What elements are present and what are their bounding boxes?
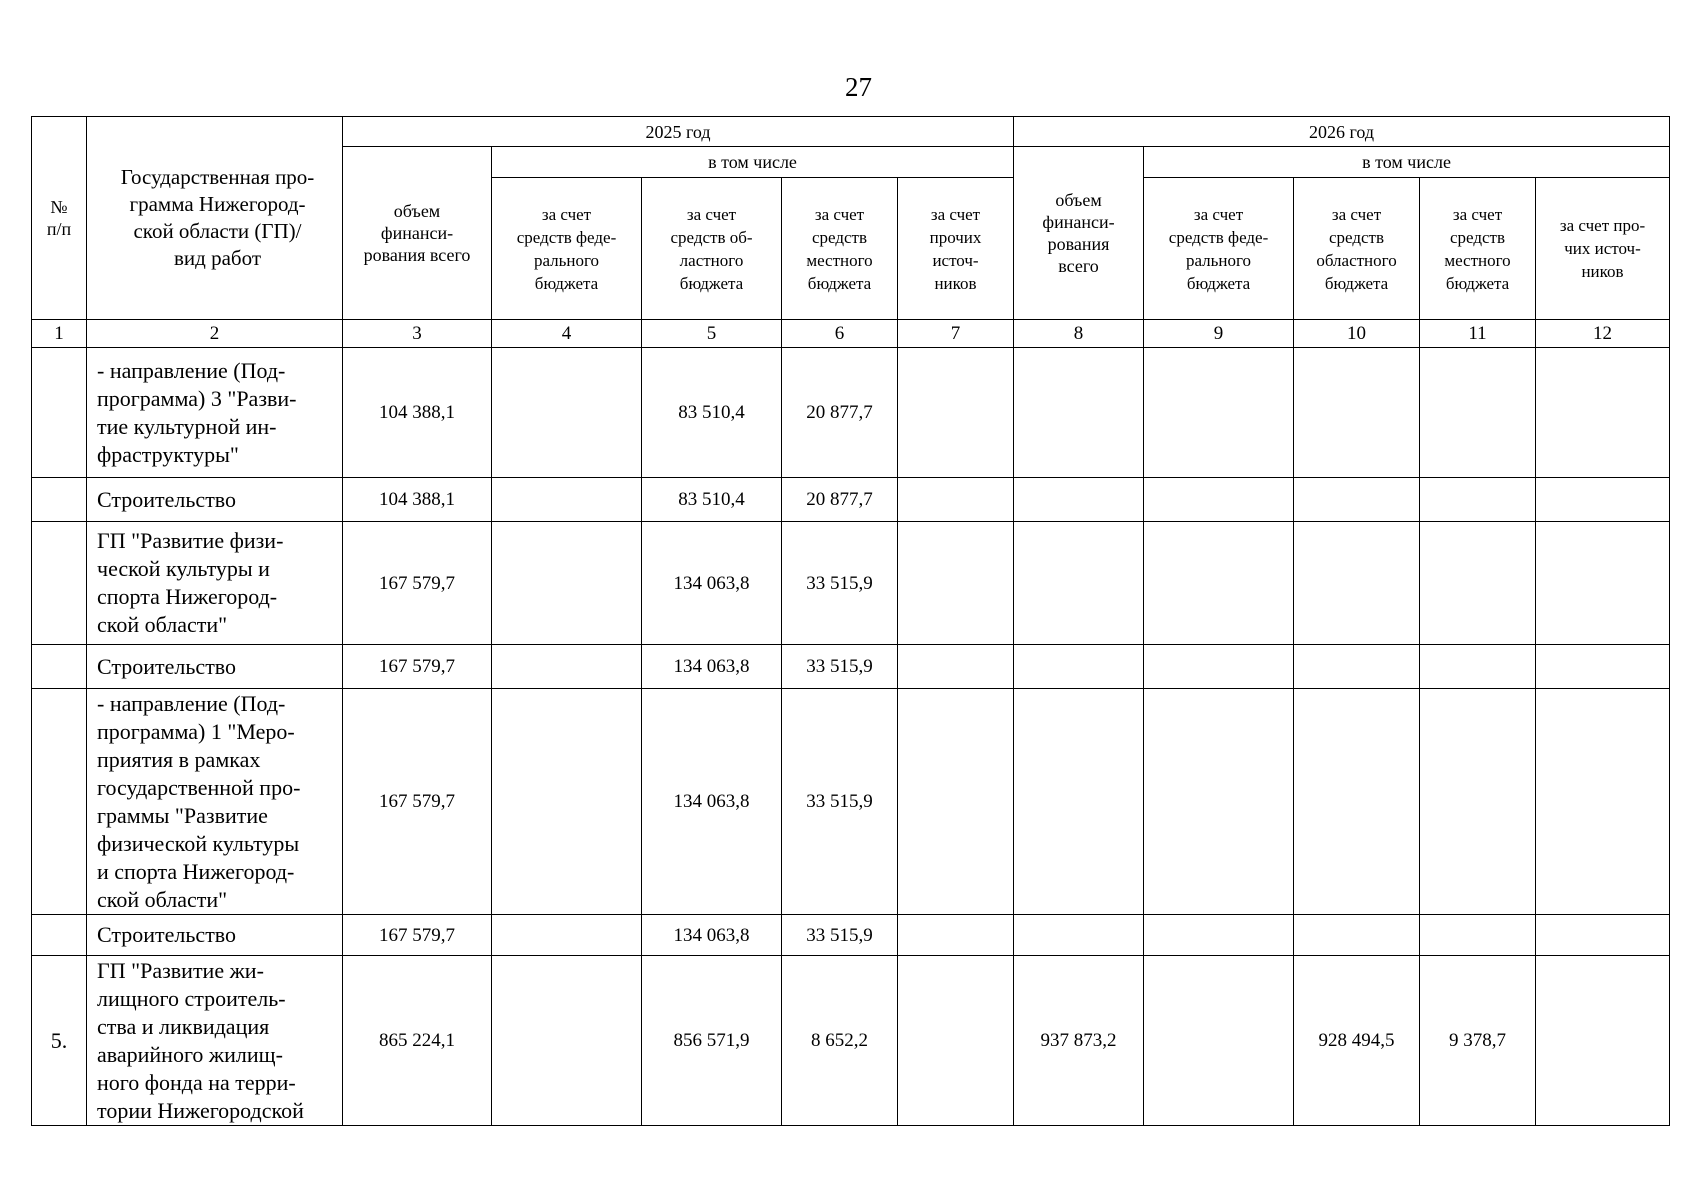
2026-federal-cell <box>1144 478 1294 522</box>
table-row <box>32 645 1670 689</box>
table-row <box>32 689 1670 915</box>
2026-other-cell <box>1536 478 1670 522</box>
header-program: Государственная про- грамма Нижегород- ской области (ГП)/ вид работ <box>87 117 343 320</box>
2025-local-cell: 33 515,9 <box>782 645 898 689</box>
row-name-cell: - направление (Под- программа) 3 "Разви- тие культурной ин- фраструктуры" <box>87 348 343 478</box>
2025-regional-cell: 134 063,8 <box>642 915 782 956</box>
2025-total-cell: 167 579,7 <box>343 522 492 645</box>
row-number-cell <box>32 915 87 956</box>
2026-local-cell <box>1420 478 1536 522</box>
2026-federal-cell <box>1144 645 1294 689</box>
table-row <box>32 956 1670 1126</box>
table-row <box>32 522 1670 645</box>
2025-federal-cell <box>492 522 642 645</box>
2026-regional-cell <box>1294 645 1420 689</box>
2026-federal-cell <box>1144 689 1294 915</box>
2025-local-cell: 20 877,7 <box>782 348 898 478</box>
header-2025-including: в том числе <box>492 147 1014 178</box>
row-number-cell: 5. <box>32 956 87 1126</box>
column-numbers-row <box>32 320 1670 348</box>
2025-other-cell <box>898 348 1014 478</box>
header-2025-total: объем финанси- рования всего <box>343 147 492 320</box>
column-number: 10 <box>1294 320 1420 348</box>
header-2026-federal: за счет средств феде- рального бюджета <box>1144 178 1294 320</box>
2026-total-cell <box>1014 689 1144 915</box>
column-number: 2 <box>87 320 343 348</box>
2026-federal-cell <box>1144 915 1294 956</box>
2025-local-cell: 33 515,9 <box>782 689 898 915</box>
2025-total-cell: 167 579,7 <box>343 915 492 956</box>
table-row <box>32 915 1670 956</box>
header-2026-including: в том числе <box>1144 147 1670 178</box>
2026-total-cell <box>1014 915 1144 956</box>
2026-local-cell <box>1420 645 1536 689</box>
2025-total-cell: 104 388,1 <box>343 348 492 478</box>
row-name-cell: - направление (Под- программа) 1 "Меро- приятия в рамках государственной про- граммы "Развитие физической культуры и спорта Нижегород- ской области" <box>87 689 343 915</box>
2025-regional-cell: 856 571,9 <box>642 956 782 1126</box>
row-number-cell <box>32 522 87 645</box>
2026-total-cell <box>1014 522 1144 645</box>
table-row <box>32 348 1670 478</box>
column-number: 5 <box>642 320 782 348</box>
2025-local-cell: 20 877,7 <box>782 478 898 522</box>
row-name-cell: ГП "Развитие жи- лищного строитель- ства и ликвидация аварийного жилищ- ного фонда на терри- тории Нижегородской <box>87 956 343 1126</box>
2025-other-cell <box>898 689 1014 915</box>
2025-federal-cell <box>492 689 642 915</box>
2026-local-cell: 9 378,7 <box>1420 956 1536 1126</box>
2026-regional-cell <box>1294 478 1420 522</box>
column-number: 1 <box>32 320 87 348</box>
2025-regional-cell: 83 510,4 <box>642 348 782 478</box>
2026-other-cell <box>1536 956 1670 1126</box>
header-2025-federal: за счет средств феде- рального бюджета <box>492 178 642 320</box>
2025-other-cell <box>898 522 1014 645</box>
2025-total-cell: 865 224,1 <box>343 956 492 1126</box>
2026-other-cell <box>1536 689 1670 915</box>
column-number: 6 <box>782 320 898 348</box>
header-2025-local: за счет средств местного бюджета <box>782 178 898 320</box>
column-number: 4 <box>492 320 642 348</box>
2025-federal-cell <box>492 348 642 478</box>
2026-other-cell <box>1536 645 1670 689</box>
column-number: 3 <box>343 320 492 348</box>
2025-regional-cell: 134 063,8 <box>642 522 782 645</box>
header-2025-regional: за счет средств об- ластного бюджета <box>642 178 782 320</box>
header-year-2026: 2026 год <box>1014 117 1670 147</box>
column-number: 8 <box>1014 320 1144 348</box>
2026-local-cell <box>1420 522 1536 645</box>
2026-regional-cell <box>1294 348 1420 478</box>
2025-other-cell <box>898 645 1014 689</box>
2026-local-cell <box>1420 348 1536 478</box>
financing-table <box>31 116 1670 1126</box>
header-2026-regional: за счет средств областного бюджета <box>1294 178 1420 320</box>
header-row-years <box>32 117 1670 147</box>
2025-total-cell: 104 388,1 <box>343 478 492 522</box>
row-name-cell: Строительство <box>87 645 343 689</box>
table-row <box>32 478 1670 522</box>
2025-other-cell <box>898 915 1014 956</box>
2025-regional-cell: 134 063,8 <box>642 689 782 915</box>
2025-federal-cell <box>492 645 642 689</box>
2025-regional-cell: 134 063,8 <box>642 645 782 689</box>
2025-local-cell: 33 515,9 <box>782 915 898 956</box>
2026-other-cell <box>1536 522 1670 645</box>
header-2026-total: объем финанси- рования всего <box>1014 147 1144 320</box>
2026-total-cell <box>1014 348 1144 478</box>
row-name-cell: Строительство <box>87 915 343 956</box>
row-number-cell <box>32 348 87 478</box>
2026-other-cell <box>1536 915 1670 956</box>
2025-other-cell <box>898 956 1014 1126</box>
row-name-cell: Строительство <box>87 478 343 522</box>
2026-local-cell <box>1420 915 1536 956</box>
page-number: 27 <box>845 72 872 102</box>
header-year-2025: 2025 год <box>343 117 1014 147</box>
row-number-cell <box>32 478 87 522</box>
header-2026-local: за счет средств местного бюджета <box>1420 178 1536 320</box>
2026-regional-cell <box>1294 915 1420 956</box>
2025-total-cell: 167 579,7 <box>343 689 492 915</box>
2025-local-cell: 8 652,2 <box>782 956 898 1126</box>
column-number: 9 <box>1144 320 1294 348</box>
2026-regional-cell <box>1294 522 1420 645</box>
2026-other-cell <box>1536 348 1670 478</box>
2025-federal-cell <box>492 915 642 956</box>
2025-federal-cell <box>492 478 642 522</box>
column-number: 11 <box>1420 320 1536 348</box>
2026-federal-cell <box>1144 956 1294 1126</box>
2026-total-cell: 937 873,2 <box>1014 956 1144 1126</box>
header-num: № п/п <box>32 117 87 320</box>
2025-other-cell <box>898 478 1014 522</box>
row-number-cell <box>32 645 87 689</box>
2025-federal-cell <box>492 956 642 1126</box>
2026-local-cell <box>1420 689 1536 915</box>
2025-local-cell: 33 515,9 <box>782 522 898 645</box>
2026-total-cell <box>1014 645 1144 689</box>
header-2026-other: за счет про- чих источ- ников <box>1536 178 1670 320</box>
2025-regional-cell: 83 510,4 <box>642 478 782 522</box>
column-number: 7 <box>898 320 1014 348</box>
column-number: 12 <box>1536 320 1670 348</box>
2026-regional-cell <box>1294 689 1420 915</box>
2026-regional-cell: 928 494,5 <box>1294 956 1420 1126</box>
2026-federal-cell <box>1144 522 1294 645</box>
2025-total-cell: 167 579,7 <box>343 645 492 689</box>
2026-total-cell <box>1014 478 1144 522</box>
header-2025-other: за счет прочих источ- ников <box>898 178 1014 320</box>
2026-federal-cell <box>1144 348 1294 478</box>
row-number-cell <box>32 689 87 915</box>
row-name-cell: ГП "Развитие физи- ческой культуры и спорта Нижегород- ской области" <box>87 522 343 645</box>
